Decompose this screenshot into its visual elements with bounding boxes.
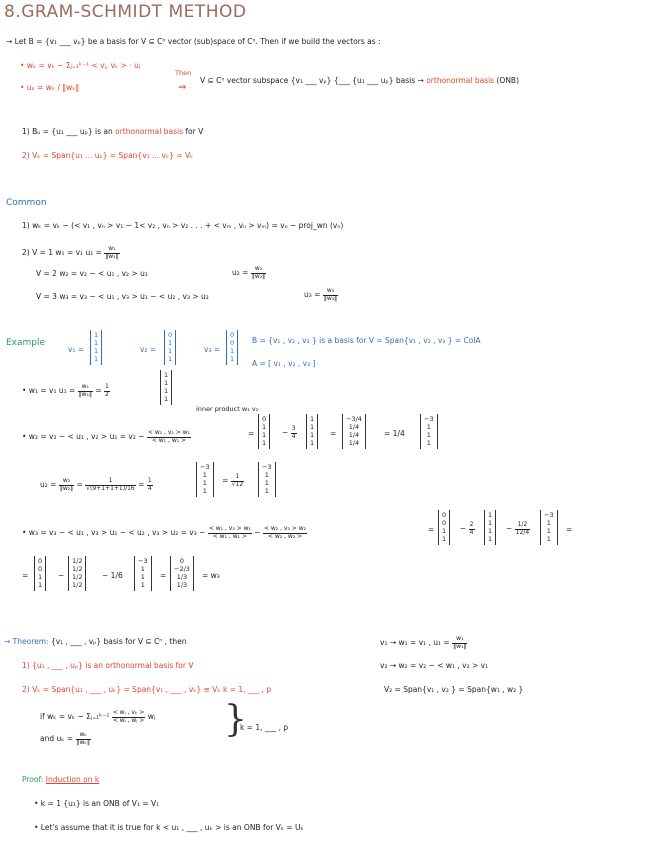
intro-implies-arrow: ⇒ — [178, 82, 187, 93]
common-line-3: V = 2 w₂ = v₂ − < u₁ , v₂ > u₁ — [36, 269, 148, 278]
example-w3-r1: 0 0 1 1 — [34, 556, 46, 591]
example-w3-v1: 1 1 1 1 — [484, 510, 496, 545]
example-w2-v2: 0 1 1 1 — [258, 414, 270, 449]
example-w3-coeff-2: − $\frac{1/2}{12/4}$ — [506, 521, 530, 536]
intro-p1-red: orthonormal basis — [115, 127, 183, 136]
example-w3-r3: −3 1 1 1 — [134, 556, 152, 591]
example-w3-r-coeff: − 1/6 — [102, 571, 123, 580]
proof-line-1: • k = 1 {u₁} is an ONB of V₁ = V₁ — [34, 799, 160, 808]
example-u2: u₂ = $\frac{\text{w₂}}{\text{‖w₂‖}}$ = $\frac{1}{√(9+1+1+1)/16}$ = $\frac{1}{4}$ — [40, 477, 152, 492]
intro-result-post: (ONB) — [496, 76, 519, 85]
intro-then: Then — [175, 69, 192, 77]
intro-uk-formula: • uₖ = wₖ / ‖wₖ‖ — [20, 83, 80, 92]
example-u2-final: = $\frac{1}{√12}$ — [222, 473, 244, 488]
common-line-2 — [22, 246, 120, 260]
example-w3: • w₃ = v₃ − < u₁ , v₃ > u₁ − < u₂ , v₃ > u₂ = v₃ − $\frac{\text{< w₁ , v₃ > w₁}}{\text{< w₁ , w₁ >}}$ − $\frac{\text{< w₂ , v₃ > w₂}}{\text{< w₂ , w₂ >}}$ — [22, 525, 307, 540]
example-w3-v3: 0 0 1 1 — [438, 510, 450, 545]
intro-p1-post: for V — [185, 127, 204, 136]
intro-p1-pre: 1) Bᵤ = {u₁ ___ uₚ} is an — [22, 127, 113, 136]
example-w1: • w₁ = v₁ u₁ = $\frac{\text{w₁}}{\text{‖w₁‖}}$ = $\frac{1}{2}$ — [22, 383, 109, 398]
example-v3-label: v₃ = — [204, 345, 221, 354]
common-l3-fraction: $\frac{\text{w₂}}{\text{‖w₂‖}}$ — [251, 265, 266, 280]
intro-result — [200, 77, 519, 86]
intro-property-2: 2) Vₖ = Span{u₁ ... uₖ} = Span{v₁ ... vₖ} = Vₖ — [22, 151, 194, 160]
example-a-matrix: A = [ v₁ , v₂ , v₃ ] — [252, 359, 316, 368]
example-u2-vector-final: −3 1 1 1 — [258, 462, 276, 497]
example-w2-result-scaled: −3 1 1 1 — [420, 414, 438, 449]
proof-line-2: • Let's assume that it is true for k < u₁ , ___ , uₖ > is an ONB for Vₖ = Uₖ — [34, 823, 304, 832]
example-w3-v2: −3 1 1 1 — [540, 510, 558, 545]
example-inner-product-note: inner product w₁ v₂ — [196, 405, 259, 413]
theorem-2: 2) Vₖ = Span{u₁ , ___ , uₖ} = Span{v₁ , ___ , vₖ} ≡ Vₖ k = 1, ___ , p — [22, 685, 272, 694]
example-v3-vector: 0 0 1 1 — [226, 330, 238, 365]
example-w2-quarter: = 1/4 — [384, 429, 405, 438]
theorem-brace: } — [224, 699, 247, 740]
common-l4-fraction: $\frac{\text{w₃}}{\text{‖w₃‖}}$ — [323, 287, 338, 302]
theorem-lead: → Theorem: {v₁ , ___ , vₚ} basis for V ⊆ Cⁿ , then — [4, 637, 187, 646]
theorem-side-1: v₁ → w₁ = v₁ , u₁ = $\frac{\text{w₁}}{\text{‖w₁‖}}$ — [380, 635, 467, 650]
common-line-3-u2: u₂ = $\frac{\text{w₂}}{\text{‖w₂‖}}$ — [232, 265, 266, 280]
example-u2-norm: $\frac{1}{√(9+1+1+1)/16}$ — [86, 477, 135, 492]
theorem-if: if wₖ = vₖ − Σⱼ₌₁ᵏ⁻¹ $\frac{\text{< wⱼ , vₖ >}}{\text{< wⱼ , wⱼ >}}$ wⱼ — [40, 709, 156, 724]
example-w2: • w₂ = v₂ − < u₁ , v₂ > u₁ = v₂ − $\frac{\text{< w₁ , v₂ > w₁}}{\text{< w₁ , w₁ >}}$ — [22, 429, 190, 444]
theorem-1: 1) {u₁ , ___ , uₚ} is an orthonormal basis for V — [22, 661, 194, 670]
page-title: 8.GRAM-SCHMIDT METHOD — [4, 2, 247, 22]
example-w1-fraction: $\frac{\text{w₁}}{\text{‖w₁‖}}$ — [78, 383, 92, 398]
common-heading: Common — [6, 198, 47, 208]
example-v2-vector: 0 1 1 1 — [164, 330, 176, 365]
theorem-label: → Theorem: — [4, 637, 49, 646]
example-u1-vector: 1 1 1 1 — [160, 370, 172, 405]
example-w3-r4: 0 −2/3 1/3 1/3 — [170, 556, 194, 591]
example-w2-fraction: $\frac{\text{< w₁ , v₂ > w₁}}{\text{< w₁ , w₁ >}}$ — [147, 429, 190, 444]
example-w3-eq: = — [566, 525, 573, 534]
common-line-1: 1) wₖ = vₖ − (< v₁ , vₙ > v₁ − 1< v₂ , vₙ > v₂ . . . + < vₘ , vₙ > vₘ) = vₙ − proj_wn (vₙ) — [22, 221, 344, 230]
intro-result-pre: V ⊆ Cⁿ vector subspace {v₁ ___ vₚ} {___ {u₁ ___ uₚ} basis → — [200, 76, 424, 85]
intro-result-onb: orthonormal basis — [426, 76, 495, 85]
example-w1-half: $\frac{1}{2}$ — [105, 383, 109, 398]
example-w2-coeff: − $\frac{3}{4}$ — [282, 425, 296, 440]
common-line-4: V = 3 w₃ = v₃ − < u₁ , v₃ > u₁ − < u₂ , v₃ > u₂ — [36, 292, 209, 301]
example-w3-coeff-1: − $\frac{2}{4}$ — [460, 521, 474, 536]
example-w3-r-end: = w₃ — [202, 571, 220, 580]
theorem-range: k = 1, ___ , p — [240, 723, 289, 732]
intro-lead: → Let B = {v₁ ___ vₚ} be a basis for V ⊆ Cⁿ vector (sub)space of Cⁿ. Then if we build the vectors as : — [6, 37, 381, 46]
example-v1-label: v₁ = — [68, 345, 85, 354]
common-line-4-u3: u₃ = $\frac{\text{w₃}}{\text{‖w₃‖}}$ — [304, 287, 338, 302]
example-v2-label: v₂ = — [140, 345, 157, 354]
example-heading: Example — [6, 338, 46, 348]
example-basis: B = {v₁ , v₂ , v₃ } is a basis for V = Span{v₁ , v₂ , v₃ } = ColA — [252, 336, 481, 345]
intro-property-1 — [22, 128, 203, 137]
proof-heading: Proof: Induction on k — [22, 775, 100, 784]
example-w2-result: −3/4 1/4 1/4 1/4 — [342, 414, 366, 449]
common-l2-text: 2) V = 1 w₁ = v₁ u₁ = — [22, 248, 102, 258]
theorem-side-2: v₂ → w₂ = v₂ − < w₁ , v₂ > v₁ — [380, 661, 489, 670]
example-v1-vector: 1 1 1 1 — [90, 330, 102, 365]
example-w2-v1: 1 1 1 1 — [306, 414, 318, 449]
theorem-side-3: V₂ = Span{v₁ , v₂ } = Span{w₁ , w₂ } — [384, 685, 524, 694]
example-w3-r2: 1/2 1/2 1/2 1/2 — [68, 556, 86, 591]
common-l2-fraction: $\frac{\text{w₁}}{\text{‖w₁‖}}$ — [105, 245, 119, 260]
example-u2-vector: −3 1 1 1 — [196, 462, 214, 497]
proof-induction: Induction on k — [45, 775, 100, 784]
theorem-and: and uₖ = $\frac{\text{wₖ}}{\text{‖wₖ‖}}$ — [40, 731, 90, 746]
intro-wk-formula: • wₖ = vₖ − Σⱼ₌₁ᵏ⁻¹ < vⱼ, vₖ > · uⱼ — [20, 61, 141, 70]
